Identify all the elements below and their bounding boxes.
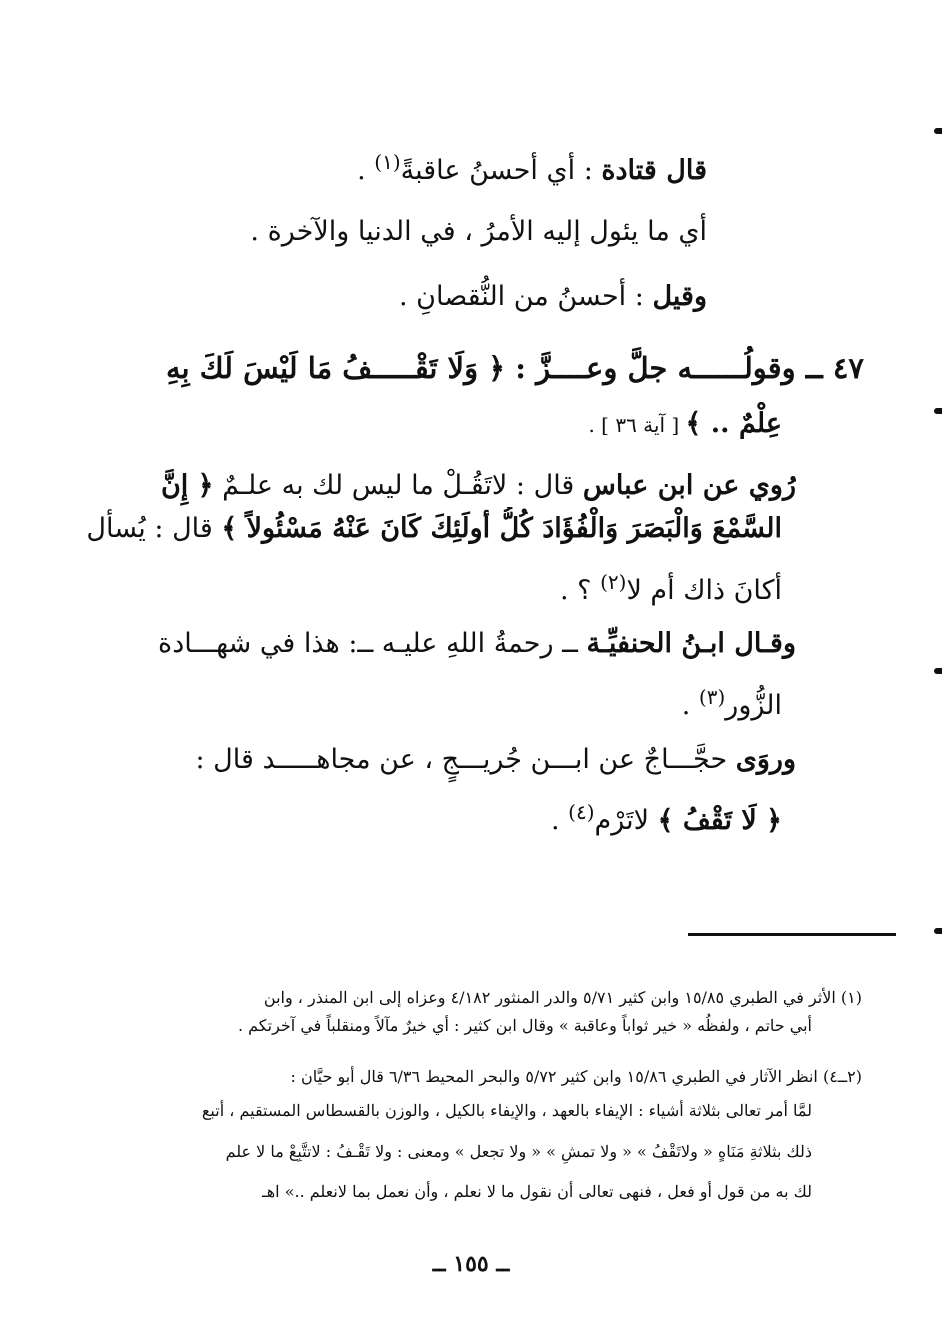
body-line-10: الزُّور$^{(٣)}$ . (681, 685, 782, 721)
margin-mark (934, 668, 942, 674)
body-line-8: أكانَ ذاك أم لا$^{(٢)}$ ؟ . (559, 570, 782, 606)
quran-verse: ﴿ وَلَا تَقْـــــفُ مَا لَيْسَ لَكَ بِهِ (165, 351, 506, 385)
verse-heading-line (74, 346, 864, 392)
speaker-name: وقـال ابـنُ الحنفيِّـة (586, 628, 796, 659)
page-number: ــ ١٥٥ ــ (432, 1251, 510, 1277)
verse-reference: [ آية ٣٦ ] . (588, 413, 686, 437)
margin-mark (934, 128, 942, 134)
quran-verse: السَّمْعَ وَالْبَصَرَ وَالْفُؤَادَ كُلُّ أولَئِكَ كَانَ عَنْهُ مَسْئُولاً ﴾ (221, 513, 782, 544)
quran-verse: عِلْمٌ .. ﴾ (685, 408, 782, 439)
body-line-1: قال قتادة : أي أحسنُ عاقبةً$^{(١)}$ . (357, 150, 707, 186)
body-line-9: وقـال ابـنُ الحنفيِّـة ــ رحمةُ اللهِ عليـه ــ: هذا في شهـــادة (158, 628, 796, 659)
narrator-name: رُوي عن ابن عباس (582, 470, 796, 501)
footnote-line: لك به من قول أو فعل ، فنهى تعالى أن نقول ما لا نعلم ، وأن نعمل بما لانعلم ..» اهـ (262, 1182, 812, 1201)
quran-verse: ﴿ لَا تَقْفُ ﴾ (657, 805, 782, 836)
quran-verse: ﴿ إِنَّ (160, 470, 214, 501)
body-line-2: أي ما يئول إليه الأمرُ ، في الدنيا والآخرة . (250, 216, 707, 247)
body-line-3: وقيل : أحسنُ من النُّقصانِ . (399, 281, 707, 312)
speaker-name: وقيل (652, 281, 707, 312)
body-line-7: السَّمْعَ وَالْبَصَرَ وَالْفُؤَادَ كُلُّ أولَئِكَ كَانَ عَنْهُ مَسْئُولاً ﴾ قال : يُسأل (86, 513, 782, 544)
narrator-verb: وروَى (735, 744, 796, 775)
footnote-line: ذلك بثلاثةِ مَنَاهٍ « ولاتَقْفُ » « ولا تمشِ » « ولا تجعل » ومعنى : ولا تَقْـفُ : لاتتَّبِعْ ما لا علم (225, 1142, 812, 1161)
footnote-ref: (١) (374, 150, 401, 174)
margin-mark (934, 408, 942, 414)
speaker-name: قال قتادة (601, 155, 707, 186)
footnote-line: (٢ــ٤) انظر الآثار في الطبري ١٥/٨٦ وابن كثير ٥/٧٢ والبحر المحيط ٦/٣٦ قال أبو حيَّان : (290, 1067, 862, 1086)
body-line-11: وروَى حجَّـــاجٌ عن ابـــن جُريـــجٍ ، عن مجاهـــــد قال : (195, 744, 796, 775)
footnote-ref: (٢) (600, 570, 627, 594)
margin-mark (934, 928, 942, 934)
footnote-line: لمَّا أمر تعالى بثلاثة أشياء : الإيفاء بالعهد ، والإيفاء بالكيل ، والوزن بالقسطاس المستقيم ، أتبع (201, 1101, 812, 1120)
footnote-separator (688, 933, 896, 936)
footnote-ref: (٤) (568, 800, 595, 824)
body-line-6: رُوي عن ابن عباس قال : لاتَقُـلْ ما ليس لك به علـمٌ ﴿ إِنَّ (160, 470, 796, 501)
footnote-line: أبي حاتم ، ولفظُه « خير ثواباً وعاقبة » وقال ابن كثير : أي خيرٌ مآلاً ومنقلباً في آخرتكم . (237, 1016, 812, 1035)
item-heading: ٤٧ ــ وقولُــــــه جلَّ وعــــزَّ : (505, 351, 864, 385)
footnote-line: (١) الأثر في الطبري ١٥/٨٥ وابن كثير ٥/٧١ والدر المنثور ٤/١٨٢ وعزاه إلى ابن المنذر ، وابن (263, 988, 862, 1007)
body-line-5 (182, 402, 782, 448)
footnote-ref: (٣) (698, 685, 726, 709)
body-line-12: ﴿ لَا تَقْفُ ﴾ لاتَرْم$^{(٤)}$ . (550, 800, 782, 836)
